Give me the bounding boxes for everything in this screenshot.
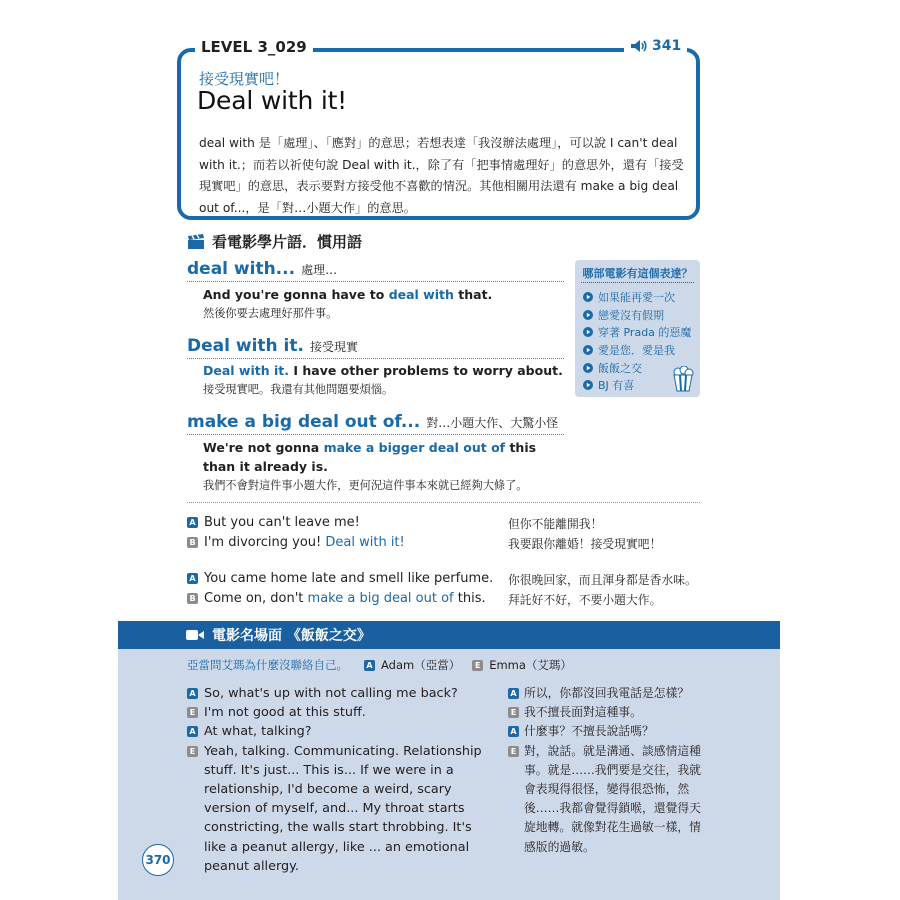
play-icon (583, 292, 593, 302)
page-title: Deal with it! (197, 86, 348, 115)
scene-heading-bar (118, 621, 780, 649)
speaker-b-badge: B (187, 593, 198, 604)
dialogue-highlight: Deal with it! (325, 535, 405, 550)
scene-line-text: I'm not good at this stuff. (204, 705, 366, 721)
dialogue-segment: I'm divorcing you! (204, 535, 326, 550)
clapperboard-icon (187, 234, 205, 250)
example-highlight: deal with (388, 287, 454, 302)
phrase-en: make a big deal out of... (187, 412, 421, 432)
example-text: this than it already is. (203, 440, 537, 474)
video-camera-icon (186, 629, 204, 641)
example-text: I have other problems to worry about. (289, 363, 563, 378)
dialogue-line-en (187, 515, 360, 530)
example-en (203, 361, 563, 380)
quiz-title: 哪部電影有這個表達？ (582, 267, 693, 280)
quiz-option[interactable] (583, 306, 691, 324)
example-en (203, 438, 543, 476)
dialogue-line-zh: 你很晚回家，而且渾身都是香水味。 (508, 573, 697, 587)
dialogue-text (204, 515, 360, 530)
play-icon (583, 327, 593, 337)
scene-script-zh (508, 684, 703, 857)
dialogue-line-en (187, 571, 493, 586)
dialogue-text (204, 535, 405, 550)
quiz-option-label: 如果能再愛一次 (598, 290, 675, 304)
phrase-zh: 處理… (301, 263, 338, 277)
dialogue-segment: But you can't leave me! (204, 515, 360, 530)
scene-line-text: Yeah, talking. Communicating. Relationship stuff. It's just... This is... If we were in a relationship, I'd become a weird, scary version of myself, and... My throat starts constricting, the walls start throbbing. It's like a peanut allergy, like ... an emotional peanut allergy. (204, 743, 482, 874)
example-highlight: Deal with it. (203, 363, 289, 378)
scene-line-en (187, 742, 497, 876)
scene-line-zh (508, 722, 703, 741)
movie-quiz-box (575, 260, 700, 397)
speaker-a-badge: A (187, 573, 198, 584)
scene-intro (187, 657, 572, 673)
play-icon (583, 363, 593, 373)
speaker-e-badge: E (187, 707, 198, 718)
scene-line-text: 什麼事？不擅長說話嗎？ (524, 724, 654, 739)
phrase-zh: 對…小題大作、大驚小怪 (426, 416, 559, 430)
speaker-e-badge: E (187, 746, 198, 757)
phrase-en: Deal with it. (187, 336, 304, 356)
dialogue-text: You came home late and smell like perfume. (204, 571, 494, 586)
scene-line-zh (508, 703, 703, 722)
speaker-a-badge: A (508, 726, 519, 737)
speaker-a-badge: A (187, 688, 198, 699)
subtitle-zh: 接受現實吧！ (199, 70, 290, 88)
quiz-option-label: 飯飯之交 (598, 361, 642, 375)
dialogue-highlight: make a big deal out of (307, 591, 454, 606)
scene-intro-text: 亞當問艾瑪為什麼沒聯絡自己。 (187, 658, 348, 672)
dialogue-line-en (187, 535, 405, 550)
dialogue-line-zh: 但你不能離開我！ (508, 517, 603, 531)
track-number: 341 (652, 38, 682, 54)
scene-line-text: So, what's up with not calling me back? (204, 686, 458, 701)
dialogue-segment: Come on, don't (204, 591, 308, 606)
speaker-b-badge: B (187, 537, 198, 548)
example-zh: 接受現實吧。我還有其他問題要煩惱。 (203, 383, 394, 396)
scene-line-text: 對，說話。就是溝通、談感情這種事。就是……我們要是交往，我就會表現得很怪，變得很恐怖，然後……我都會覺得鎖喉，還覺得天旋地轉。就像對花生過敏一樣，情感版的過敏。 (524, 743, 701, 854)
phrase-en: deal with... (187, 259, 296, 279)
scene-line-en (187, 703, 497, 722)
quiz-option-label: 穿著 Prada 的惡魔 (598, 326, 692, 340)
explanation-text: deal with 是「處理」、「應對」的意思；若想表達「我沒辦法處理」，可以說 I can't deal with it.；而若以祈使句說 Deal with it.，除了有「把事情處理好」的意思外，還有「接受現實吧」的意思，表示要對方接受他不喜歡的情況。其他相關用法還有 make a big deal out of...，是「對…小題大作」的意思。 (199, 136, 684, 215)
play-icon (583, 380, 593, 390)
dialogue-segment: this. (453, 591, 486, 606)
example-highlight: make a bigger deal out of (323, 440, 506, 455)
scene-line-text: 所以，你都沒回我電話是怎樣？ (524, 686, 690, 700)
speaker-a-badge: A (364, 660, 375, 671)
section-title: 看電影學片語．慣用語 (212, 233, 363, 251)
audio-track[interactable] (624, 38, 687, 54)
scene-line-text: 我不擅長面對這種事。 (524, 705, 642, 720)
scene-script-en (187, 684, 497, 876)
scene-line-en (187, 684, 497, 703)
example-zh: 我們不會對這件事小題大作，更何況這件事本來就已經夠大條了。 (203, 479, 528, 492)
popcorn-icon (671, 366, 695, 392)
speaker-e-badge: E (508, 746, 519, 757)
page-number: 370 (142, 844, 174, 876)
speaker-a-badge: A (187, 517, 198, 528)
example-text: that. (453, 287, 493, 302)
dialogue-text (204, 591, 486, 606)
scene-line-zh (508, 684, 703, 703)
phrase-heading (187, 259, 564, 282)
section-heading (187, 231, 362, 252)
phrase-zh: 接受現實 (309, 340, 358, 354)
section-divider (187, 502, 700, 503)
speaker-e-badge: E (472, 660, 483, 671)
dialogue-line-zh: 我要跟你離婚！接受現實吧！ (508, 537, 662, 551)
phrase-heading (187, 336, 564, 359)
example-en (203, 285, 563, 304)
quiz-divider (581, 282, 694, 283)
scene-heading: 電影名場面 《飯飯之交》 (212, 628, 371, 644)
speaker-icon (630, 39, 648, 53)
example-text: We're not gonna (203, 440, 324, 455)
speaker-a-badge: A (187, 726, 198, 737)
speaker-a-badge: A (508, 688, 519, 699)
example-text: And you're gonna have to (203, 287, 389, 302)
scene-line-en (187, 722, 497, 741)
scene-line-text: At what, talking? (204, 724, 312, 740)
phrase-heading (187, 412, 564, 435)
quiz-option[interactable] (583, 341, 691, 359)
play-icon (583, 345, 593, 355)
quiz-option-label: 戀愛沒有假期 (598, 308, 664, 322)
quiz-option[interactable] (583, 323, 691, 341)
cast-e: Emma（艾瑪） (489, 658, 572, 672)
speaker-e-badge: E (508, 707, 519, 718)
play-icon (583, 310, 593, 320)
scene-line-zh (508, 742, 703, 857)
quiz-option-label: BJ 有喜 (598, 379, 635, 393)
dialogue-line-zh: 拜託好不好，不要小題大作。 (508, 593, 662, 607)
cast-a: Adam（亞當） (381, 658, 461, 672)
quiz-option-label: 愛是您．愛是我 (598, 343, 675, 357)
level-label: LEVEL 3_029 (195, 38, 313, 56)
example-zh: 然後你要去處理好那件事。 (203, 307, 338, 320)
dialogue-line-en (187, 591, 486, 606)
quiz-option[interactable] (583, 288, 691, 306)
